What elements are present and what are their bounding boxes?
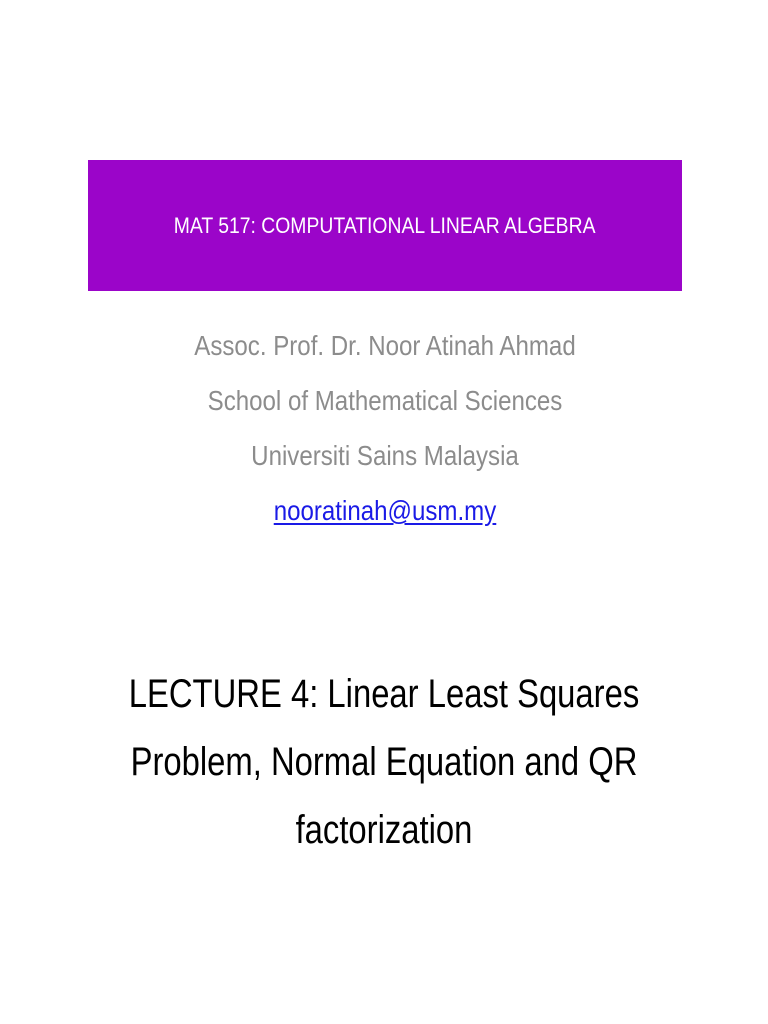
email-line xyxy=(130,483,641,538)
title-banner xyxy=(88,160,682,291)
email-link[interactable]: nooratinah@usm.my xyxy=(273,495,497,526)
lecture-title-line-3: factorization xyxy=(295,808,473,852)
lecture-title xyxy=(40,660,728,864)
school-name: School of Mathematical Sciences xyxy=(207,385,563,416)
lecture-title-line-1: LECTURE 4: Linear Least Squares xyxy=(128,672,640,716)
course-title: MAT 517: COMPUTATIONAL LINEAR ALGEBRA xyxy=(174,212,596,238)
lecture-title-line-2: Problem, Normal Equation and QR xyxy=(130,740,638,784)
author-info xyxy=(88,318,682,538)
university-name: Universiti Sains Malaysia xyxy=(251,440,519,471)
author-name: Assoc. Prof. Dr. Noor Atinah Ahmad xyxy=(194,330,576,361)
